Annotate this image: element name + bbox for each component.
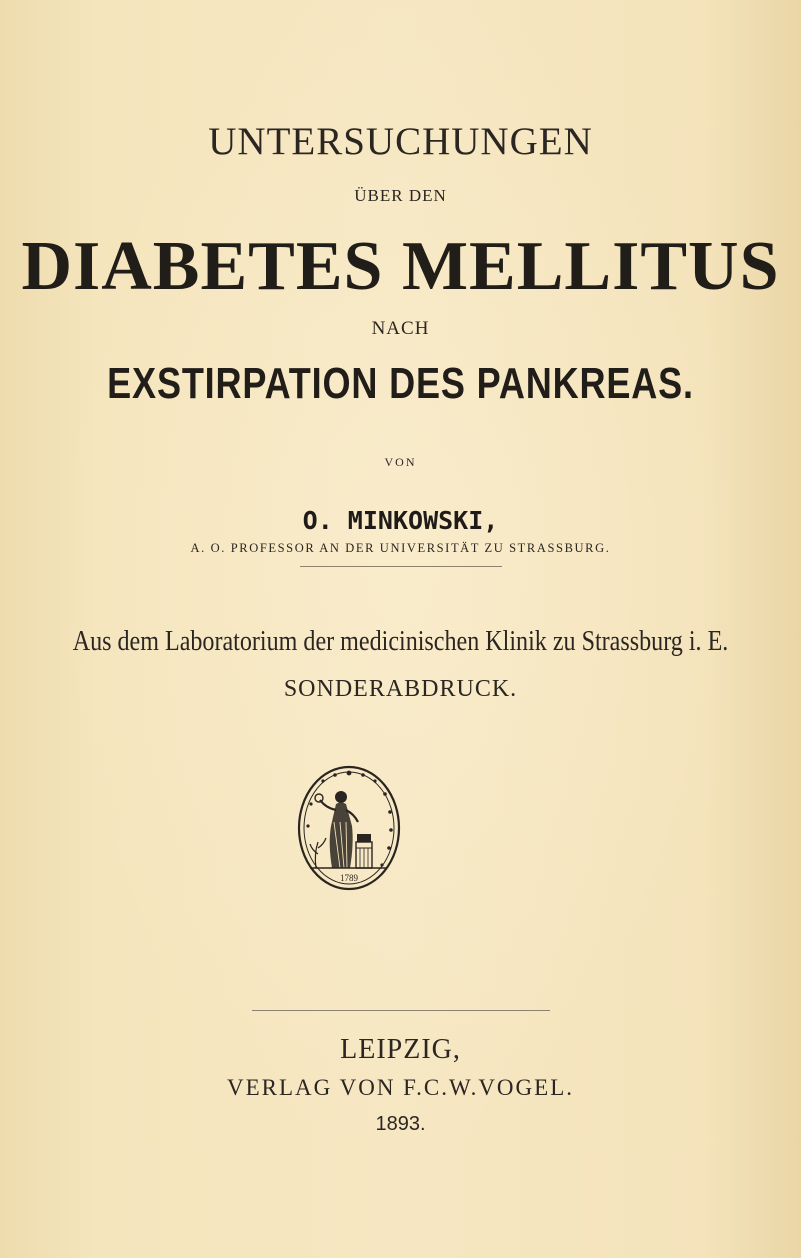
imprint-year: 1893. (375, 1113, 426, 1135)
divider-rule (300, 566, 502, 567)
offprint-label: SONDERABDRUCK. (283, 676, 518, 702)
author-affiliation: A. O. PROFESSOR AN DER UNIVERSITÄT ZU STRASSBURG. (190, 541, 611, 555)
publisher-seal-icon (296, 764, 402, 892)
by-line: VON (384, 455, 417, 469)
imprint-city: LEIPZIG, (340, 1034, 461, 1065)
main-title: DIABETES MELLITUS (21, 228, 780, 305)
imprint-rule (252, 1010, 550, 1011)
seal-year: 1789 (340, 873, 358, 883)
title-line-nach: NACH (371, 318, 430, 339)
author-name: O. MINKOWSKI, (302, 506, 499, 535)
subtitle: EXSTIRPATION DES PANKREAS. (107, 359, 694, 408)
origin-line: Aus dem Laboratorium der medicinischen Klinik zu Strassburg i. E. (72, 626, 729, 657)
title-line-ueber-den: ÜBER DEN (354, 186, 447, 205)
title-line-untersuchungen: UNTERSUCHUNGEN (208, 120, 593, 163)
imprint-publisher: VERLAG VON F.C.W.VOGEL. (227, 1075, 574, 1100)
